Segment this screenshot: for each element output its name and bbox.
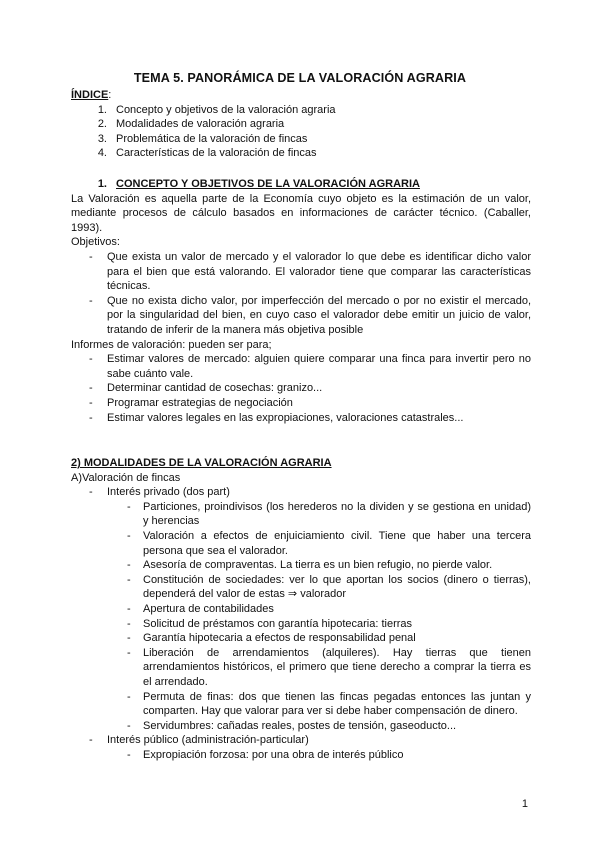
list-item: - Garantía hipotecaria a efectos de responsabilidad penal — [127, 632, 416, 645]
list-item: - Servidumbres: cañadas reales, postes de tensión, gaseoducto... — [127, 719, 457, 732]
section-1 — [71, 177, 531, 425]
index-item: 2. Modalidades de valoración agraria — [97, 118, 285, 131]
page-number: 1 — [521, 798, 528, 810]
list-item: - Programar estrategias de negociación — [89, 396, 293, 409]
document-title: TEMA 5. PANORÁMICA DE LA VALORACIÓN AGRARIA — [133, 71, 467, 85]
index-colon: : — [108, 89, 112, 101]
list-item: - Particiones, proindivisos (los herederos no la dividen y se gestiona en unidad) y herencias — [127, 500, 531, 528]
list-item: - Estimar valores de mercado: alguien quiere comparar una finca para invertir pero no sabe cuánto vale. — [89, 353, 531, 380]
list-item: - Que exista un valor de mercado y el valorador lo que debe es identificar dicho valor para el bien que está valorando. El valorador tiene que comparar las características técnicas. — [89, 250, 531, 293]
list-item: - Valoración a efectos de enjuiciamiento civil. Tiene que haber una tercera persona que sea el valorador. — [127, 529, 531, 557]
index-item: 3. Problemática de la valoración de fincas — [97, 132, 308, 145]
section-1-heading: 1. CONCEPTO Y OBJETIVOS DE LA VALORACIÓN AGRARIA — [97, 178, 420, 190]
list-item: - Permuta de finas: dos que tienen las fincas pegadas entonces las juntan y comparten. Hay que valorar para ver si debe haber compensación de dinero. — [127, 690, 531, 718]
objetivos-label: Objetivos: — [71, 236, 120, 249]
index-section — [71, 88, 531, 161]
interes-privado: - Interés privado (dos part) — [89, 486, 230, 499]
index-heading: ÍNDICE — [71, 89, 109, 101]
list-item: - Que no exista dicho valor, por imperfección del mercado o por no existir el mercado, por la singularidad del bien, en cuyo caso el valorador debe emitir un juicio de valor, tratando de inferir de la manera más objetiva posible — [89, 294, 531, 336]
interes-publico: - Interés público (administración-particular) — [89, 734, 309, 747]
sub-heading-a: A)Valoración de fincas — [71, 471, 181, 484]
index-item: 4. Características de la valoración de fincas — [97, 147, 317, 160]
list-item: - Estimar valores legales en las expropiaciones, valoraciones catastrales... — [89, 411, 464, 424]
list-item: - Asesoría de compraventas. La tierra es un bien refugio, no pierde valor. — [127, 559, 493, 572]
informes-label: Informes de valoración: pueden ser para; — [71, 338, 272, 351]
index-item: 1. Concepto y objetivos de la valoración agraria — [97, 103, 336, 116]
list-item: - Determinar cantidad de cosechas: granizo... — [89, 382, 323, 395]
list-item: - Expropiación forzosa: por una obra de interés público — [127, 748, 404, 761]
section-1-intro: La Valoración es aquella parte de la Economía cuyo objeto es la estimación de un valor, mediante procesos de cálculo basados en informaciones de carácter técnico. (Caballer, 1993). — [71, 192, 531, 234]
list-item: - Solicitud de préstamos con garantía hipotecaria: tierras — [127, 617, 413, 630]
section-2-heading: 2) MODALIDADES DE LA VALORACIÓN AGRARIA — [71, 457, 332, 469]
section-2 — [71, 456, 531, 762]
list-item: - Constitución de sociedades: ver lo que aportan los socios (dinero o tierras), dependerá del valor de estas ⇒ valorador — [127, 573, 531, 601]
list-item: - Liberación de arrendamientos (alquileres). Hay tierras que tienen arrendamientos históricos, el primero que tiene derecho a comprar la tierra es el arrendado. — [127, 646, 531, 688]
list-item: - Apertura de contabilidades — [127, 602, 274, 615]
